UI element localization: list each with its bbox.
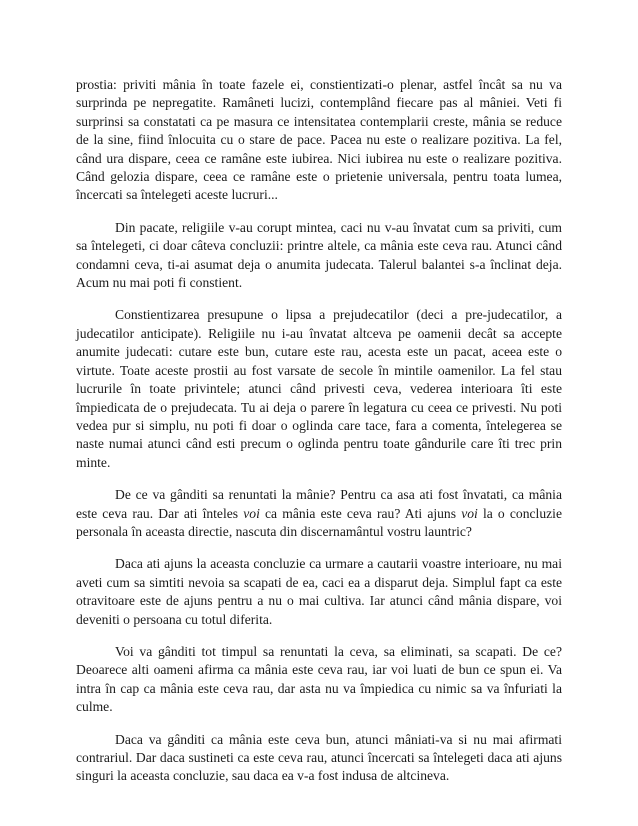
paragraph-text: la o concluzie personala în aceasta directie, nascuta din discernamântul vostru launtric? [76,505,562,539]
paragraph [76,76,562,205]
paragraph [76,643,562,717]
paragraph-text: ca mânia este ceva rau? Ati ajuns [259,505,462,521]
paragraph-text: Voi va gânditi tot timpul sa renuntati la ceva, sa eliminati, sa scapati. De ce? Deoarece alti oameni afirma ca mânia este ceva rau, iar voi luati de bun ce spun ei. Va intra în cap ca mânia este ceva rau, dar asta nu va împiedica cu nimic sa va înfuriati la culme. [76,643,562,715]
paragraph-text: Daca ati ajuns la aceasta concluzie ca urmare a cautarii voastre interioare, nu mai aveti cum sa simtiti nevoia sa scapati de ea, caci ea a disparut deja. Simplul fapt ca este otravitoare este de ajuns pentru a nu o mai cultiva. Iar atunci când mânia dispare, voi deveniti o persoana cu totul diferita. [76,556,562,627]
paragraph [76,555,562,629]
paragraph [76,486,562,541]
paragraph [76,219,562,293]
paragraph-text: Din pacate, religiile v-au corupt mintea, caci nu v-au învatat cum sa priviti, cum sa întelegeti, ci doar câteva concluzii: printre altele, ca mânia este ceva rau. Atunci când condamni ceva, ti-ai asumat deja o anumita judecata. Talerul balantei s-a înclinat deja. Acum nu mai poti fi constient. [76,219,562,291]
emphasized-text: voi [461,505,478,521]
paragraph-text: Constientizarea presupune o lipsa a prejudecatilor (deci a pre-judecatilor, a judecatilor anticipate). Religiile nu i-au învatat altceva pe oamenii decât sa accepte anumite judecati: cutare este bun, cutare este rau, acesta este un pacat, aceea este o virtute. Toate aceste prostii au fost varsate de secole în mintile oamenilor. La fel stau lucrurile în toate privintele; atunci când privesti ceva, vederea interioara îti este împiedicata de o prejudecata. Tu ai deja o parere în legatura cu ceea ce privesti. Nu poti vedea pur si simplu, nu poti fi doar o oglinda care tace, fara a comenta, întelegerea se naste numai atunci când esti precum o oglinda pentru toate gândurile care îti trec prin minte. [76,307,562,470]
paragraph [76,731,562,786]
paragraph-text: prostia: priviti mânia în toate fazele ei, constientizati-o plenar, astfel încât sa nu va surprinda pe nepregatite. Ramâneti lucizi, contemplând fiecare pas al mâniei. Veti fi surprinsi sa constatati ca pe masura ce intensitatea contemplarii creste, mânia se reduce de la sine, fiind înlocuita cu o stare de pace. Pacea nu este o realizare pozitiva. La fel, când ura dispare, ceea ce ramâne este iubirea. Nici iubirea nu este o realizare pozitiva. Când gelozia dispare, ceea ce ramâne este o prietenie universala, pentru toata lumea, încercati sa întelegeti aceste lucruri... [76,77,562,203]
paragraph-text: De ce va gânditi sa renuntati la mânie? Pentru ca asa ati fost învatati, ca mânia este ceva rau. Dar ati înteles [76,487,562,521]
body-text [76,76,562,786]
paragraph [76,306,562,472]
paragraph-text: Daca va gânditi ca mânia este ceva bun, atunci mâniati-va si nu mai afirmati contrariul. Dar daca sustineti ca este ceva rau, atunci încercati sa întelegeti daca ati ajuns singuri la aceasta concluzie, sau daca ea v-a fost indusa de altcineva. [76,731,562,784]
emphasized-text: voi [243,505,260,521]
